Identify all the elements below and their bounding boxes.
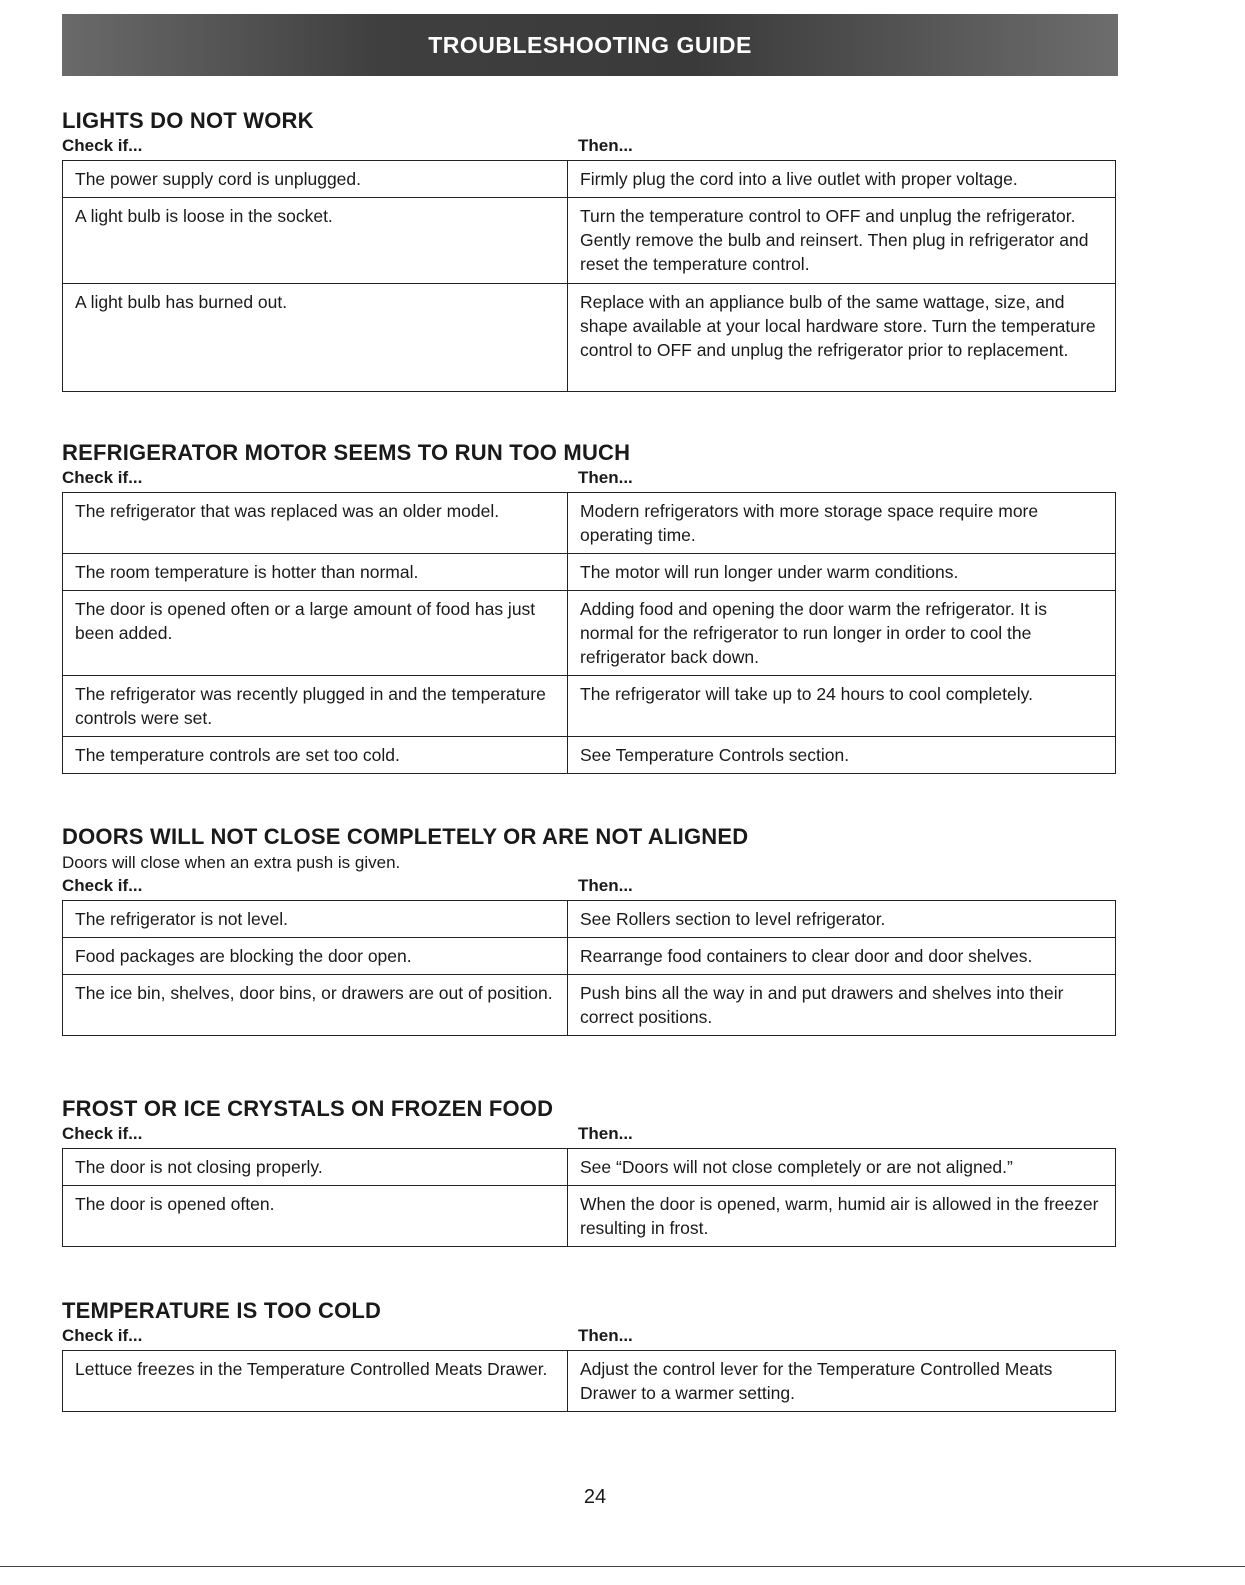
section-too-cold <box>62 1298 1118 1412</box>
troubleshooting-table <box>62 1148 1116 1247</box>
check-if-header: Check if... <box>62 1326 143 1345</box>
then-cell: Modern refrigerators with more storage space require more operating time. <box>568 493 1116 554</box>
then-cell: Firmly plug the cord into a live outlet with proper voltage. <box>568 161 1116 198</box>
check-cell: The refrigerator that was replaced was an older model. <box>63 493 568 554</box>
column-headers <box>62 134 1118 158</box>
bottom-divider <box>0 1566 1245 1567</box>
check-cell: The ice bin, shelves, door bins, or drawers are out of position. <box>63 975 568 1036</box>
section-title: TEMPERATURE IS TOO COLD <box>62 1298 382 1323</box>
table-row <box>63 198 1116 284</box>
section-lights <box>62 108 1118 392</box>
check-cell: The power supply cord is unplugged. <box>63 161 568 198</box>
then-cell: See Rollers section to level refrigerator. <box>568 901 1116 938</box>
then-header: Then... <box>578 136 633 155</box>
troubleshooting-table <box>62 160 1116 392</box>
then-cell: When the door is opened, warm, humid air is allowed in the freezer resulting in frost. <box>568 1186 1116 1247</box>
then-cell: See Temperature Controls section. <box>568 737 1116 774</box>
table-row <box>63 737 1116 774</box>
table-row <box>63 284 1116 392</box>
troubleshooting-table <box>62 900 1116 1036</box>
section-title: LIGHTS DO NOT WORK <box>62 108 314 133</box>
table-row <box>63 1149 1116 1186</box>
then-cell: Adding food and opening the door warm the refrigerator. It is normal for the refrigerator to run longer in order to cool the refrigerator back down. <box>568 591 1116 676</box>
section-doors <box>62 824 1118 1036</box>
check-cell: The refrigerator is not level. <box>63 901 568 938</box>
section-title: DOORS WILL NOT CLOSE COMPLETELY OR ARE NOT ALIGNED <box>62 824 749 849</box>
table-row <box>63 591 1116 676</box>
check-cell: Lettuce freezes in the Temperature Controlled Meats Drawer. <box>63 1351 568 1412</box>
then-cell: Rearrange food containers to clear door and door shelves. <box>568 938 1116 975</box>
check-if-header: Check if... <box>62 876 143 895</box>
then-cell: See “Doors will not close completely or are not aligned.” <box>568 1149 1116 1186</box>
check-cell: Food packages are blocking the door open. <box>63 938 568 975</box>
check-if-header: Check if... <box>62 136 143 155</box>
check-cell: A light bulb is loose in the socket. <box>63 198 568 284</box>
section-title: REFRIGERATOR MOTOR SEEMS TO RUN TOO MUCH <box>62 440 631 465</box>
then-header: Then... <box>578 1124 633 1143</box>
page-title: TROUBLESHOOTING GUIDE <box>428 31 752 58</box>
column-headers <box>62 1122 1118 1146</box>
table-row <box>63 938 1116 975</box>
section-note: Doors will close when an extra push is given. <box>62 853 401 872</box>
table-row <box>63 493 1116 554</box>
section-frost <box>62 1096 1118 1247</box>
table-row <box>63 676 1116 737</box>
title-banner <box>62 14 1118 76</box>
section-title: FROST OR ICE CRYSTALS ON FROZEN FOOD <box>62 1096 554 1121</box>
troubleshooting-table <box>62 492 1116 774</box>
then-cell: The motor will run longer under warm conditions. <box>568 554 1116 591</box>
check-cell: The door is not closing properly. <box>63 1149 568 1186</box>
section-motor <box>62 440 1118 774</box>
check-cell: A light bulb has burned out. <box>63 284 568 392</box>
then-header: Then... <box>578 876 633 895</box>
table-row <box>63 161 1116 198</box>
then-cell: Replace with an appliance bulb of the same wattage, size, and shape available at your local hardware store. Turn the temperature control to OFF and unplug the refrigerator prior to replacement. <box>568 284 1116 392</box>
check-cell: The door is opened often or a large amount of food has just been added. <box>63 591 568 676</box>
check-cell: The door is opened often. <box>63 1186 568 1247</box>
then-cell: Push bins all the way in and put drawers and shelves into their correct positions. <box>568 975 1116 1036</box>
table-row <box>63 1351 1116 1412</box>
table-row <box>63 554 1116 591</box>
check-cell: The refrigerator was recently plugged in and the temperature controls were set. <box>63 676 568 737</box>
troubleshooting-table <box>62 1350 1116 1412</box>
then-header: Then... <box>578 468 633 487</box>
column-headers <box>62 1324 1118 1348</box>
then-cell: The refrigerator will take up to 24 hours to cool completely. <box>568 676 1116 737</box>
column-headers <box>62 874 1118 898</box>
then-cell: Turn the temperature control to OFF and unplug the refrigerator. Gently remove the bulb and reinsert. Then plug in refrigerator and reset the temperature control. <box>568 198 1116 284</box>
page-number: 24 <box>583 1486 607 1508</box>
check-cell: The temperature controls are set too cold. <box>63 737 568 774</box>
table-row <box>63 1186 1116 1247</box>
then-cell: Adjust the control lever for the Temperature Controlled Meats Drawer to a warmer setting. <box>568 1351 1116 1412</box>
table-row <box>63 975 1116 1036</box>
table-row <box>63 901 1116 938</box>
column-headers <box>62 466 1118 490</box>
check-if-header: Check if... <box>62 468 143 487</box>
check-cell: The room temperature is hotter than normal. <box>63 554 568 591</box>
check-if-header: Check if... <box>62 1124 143 1143</box>
then-header: Then... <box>578 1326 633 1345</box>
